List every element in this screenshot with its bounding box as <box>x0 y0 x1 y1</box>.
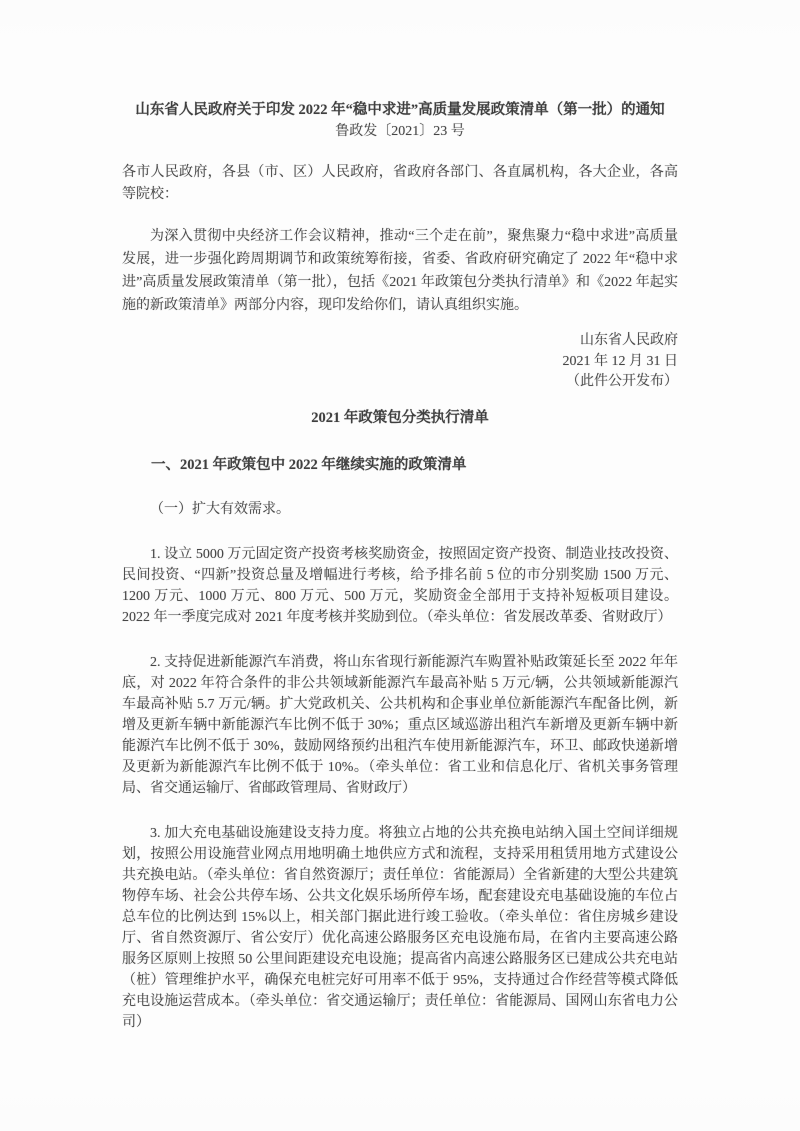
list-title: 2021 年政策包分类执行清单 <box>311 409 489 426</box>
salutation: 各市人民政府，各县（市、区）人民政府，省政府各部门、各直属机构，各大企业，各高等院校： <box>122 165 678 202</box>
policy-item-1: 1. 设立 5000 万元固定资产投资考核奖励资金，按照固定资产投资、制造业技改投资、民间投资、“四新”投资总量及增幅进行考核，给予排名前 5 位的市分别奖励 1500 万元、1200 万元、1000 万元、800 万元、500 万元，奖励资金全部用于支持补短板项目建设。2022 年一季度完成对 2021 年度考核并奖励到位。（牵头单位：省发展改革委、省财政厅） <box>122 546 678 625</box>
section-heading: 一、2021 年政策包中 2022 年继续实施的政策清单 <box>151 456 467 473</box>
policy-item-3: 3. 加大充电基础设施建设支持力度。将独立占地的公共充换电站纳入国土空间详细规划，按照公用设施营业网点用地明确土地供应方式和流程，支持采用租赁用地方式建设公共充换电站。（牵头单位：省自然资源厅；责任单位：省能源局）全省新建的大型公共建筑物停车场、社会公共停车场、公共文化娱乐场所停车场，配套建设充电基础设施的车位占总车位的比例达到 15%以上，相关部门据此进行竣工验收。（牵头单位：省住房城乡建设厅、省自然资源厅、省公安厅）优化高速公路服务区充电设施布局，在省内主要高速公路服务区原则上按照 50 公里间距建设充电设施；提高省内高速公路服务区已建成公共充电站（桩）管理维护水平，确保充电桩完好可用率不低于 95%，支持通过合作经营等模式降低充电设施运营成本。（牵头单位：省交通运输厅；责任单位：省能源局、国网山东省电力公司） <box>122 825 678 1030</box>
policy-item-2: 2. 支持促进新能源汽车消费，将山东省现行新能源汽车购置补贴政策延长至 2022 年年底，对 2022 年符合条件的非公共领域新能源汽车最高补贴 5 万元/辆，公共领域新能源汽车最高补贴 5.7 万元/辆。扩大党政机关、公共机构和企事业单位新能源汽车配备比例，新增及更新车辆中新能源汽车比例不低于 30%；重点区域巡游出租汽车新增及更新车辆中新能源汽车比例不低于 30%，鼓励网络预约出租汽车使用新能源汽车，环卫、邮政快递新增及更新为新能源汽车比例不低于 10%。（牵头单位：省工业和信息化厅、省机关事务管理局、省交通运输厅、省邮政管理局、省财政厅） <box>122 654 678 796</box>
notice-title: 山东省人民政府关于印发 2022 年“稳中求进”高质量发展政策清单（第一批）的通知 <box>135 102 665 118</box>
signature-issuer: 山东省人民政府 <box>580 333 678 348</box>
intro-paragraph: 为深入贯彻中央经济工作会议精神，推动“三个走在前”，聚焦聚力“稳中求进”高质量发展，进一步强化跨周期调节和政策统筹衔接，省委、省政府研究确定了 2022 年“稳中求进”高质量发展政策清单（第一批），包括《2021 年政策包分类执行清单》和《2022 年起实施的新政策清单》两部分内容，现印发给你们，请认真组织实施。 <box>122 229 678 313</box>
signature-publish-note: （此件公开发布） <box>566 374 678 389</box>
doc-number: 鲁政发〔2021〕23 号 <box>335 124 465 139</box>
signature-date: 2021 年 12 月 31 日 <box>562 353 678 369</box>
signature-block <box>122 331 678 393</box>
subsection-heading: （一）扩大有效需求。 <box>150 501 290 517</box>
